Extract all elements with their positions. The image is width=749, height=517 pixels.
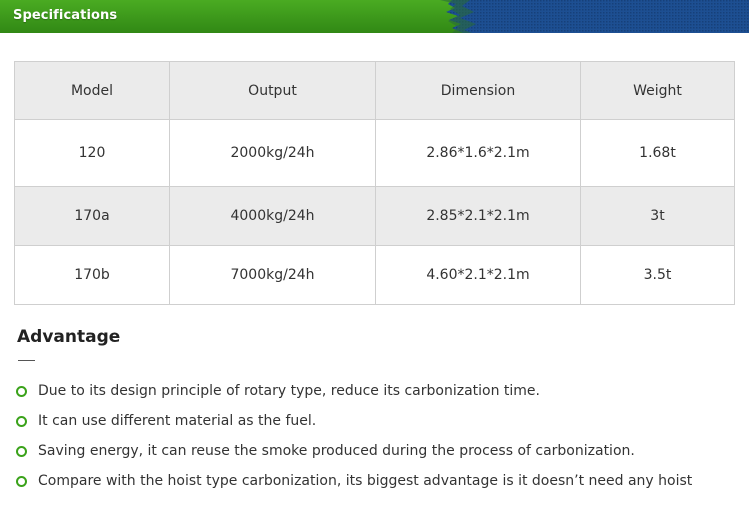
cell-output: 2000kg/24h [170, 120, 376, 187]
header-weight: Weight [581, 62, 735, 120]
heading-underline [18, 360, 35, 361]
cell-model: 170a [15, 187, 170, 246]
advantage-heading: Advantage [17, 327, 121, 347]
list-item-text: Compare with the hoist type carbonization, its biggest advantage is it doesn’t need any hoist [38, 473, 693, 489]
circle-bullet-icon [16, 446, 27, 457]
cell-weight: 1.68t [581, 120, 735, 187]
circle-bullet-icon [16, 416, 27, 427]
section-title: Specifications [13, 8, 118, 23]
cell-model: 170b [15, 246, 170, 305]
header-output: Output [170, 62, 376, 120]
list-item [16, 436, 692, 466]
cell-dimension: 2.86*1.6*2.1m [376, 120, 581, 187]
specifications-table [14, 61, 735, 305]
cell-weight: 3t [581, 187, 735, 246]
specifications-banner [0, 0, 749, 33]
cell-model: 120 [15, 120, 170, 187]
circle-bullet-icon [16, 386, 27, 397]
cell-dimension: 2.85*2.1*2.1m [376, 187, 581, 246]
table-header-row [15, 62, 735, 120]
header-dimension: Dimension [376, 62, 581, 120]
list-item [16, 406, 692, 436]
table-row [15, 120, 735, 187]
list-item-text: Due to its design principle of rotary type, reduce its carbonization time. [38, 383, 540, 399]
list-item-text: It can use different material as the fuel. [38, 413, 317, 429]
circle-bullet-icon [16, 476, 27, 487]
advantage-list [16, 376, 692, 496]
list-item-text: Saving energy, it can reuse the smoke produced during the process of carbonization. [38, 443, 635, 459]
table-row [15, 187, 735, 246]
header-model: Model [15, 62, 170, 120]
list-item [16, 376, 692, 406]
cell-weight: 3.5t [581, 246, 735, 305]
cell-dimension: 4.60*2.1*2.1m [376, 246, 581, 305]
cell-output: 7000kg/24h [170, 246, 376, 305]
table-row [15, 246, 735, 305]
list-item [16, 466, 692, 496]
cell-output: 4000kg/24h [170, 187, 376, 246]
